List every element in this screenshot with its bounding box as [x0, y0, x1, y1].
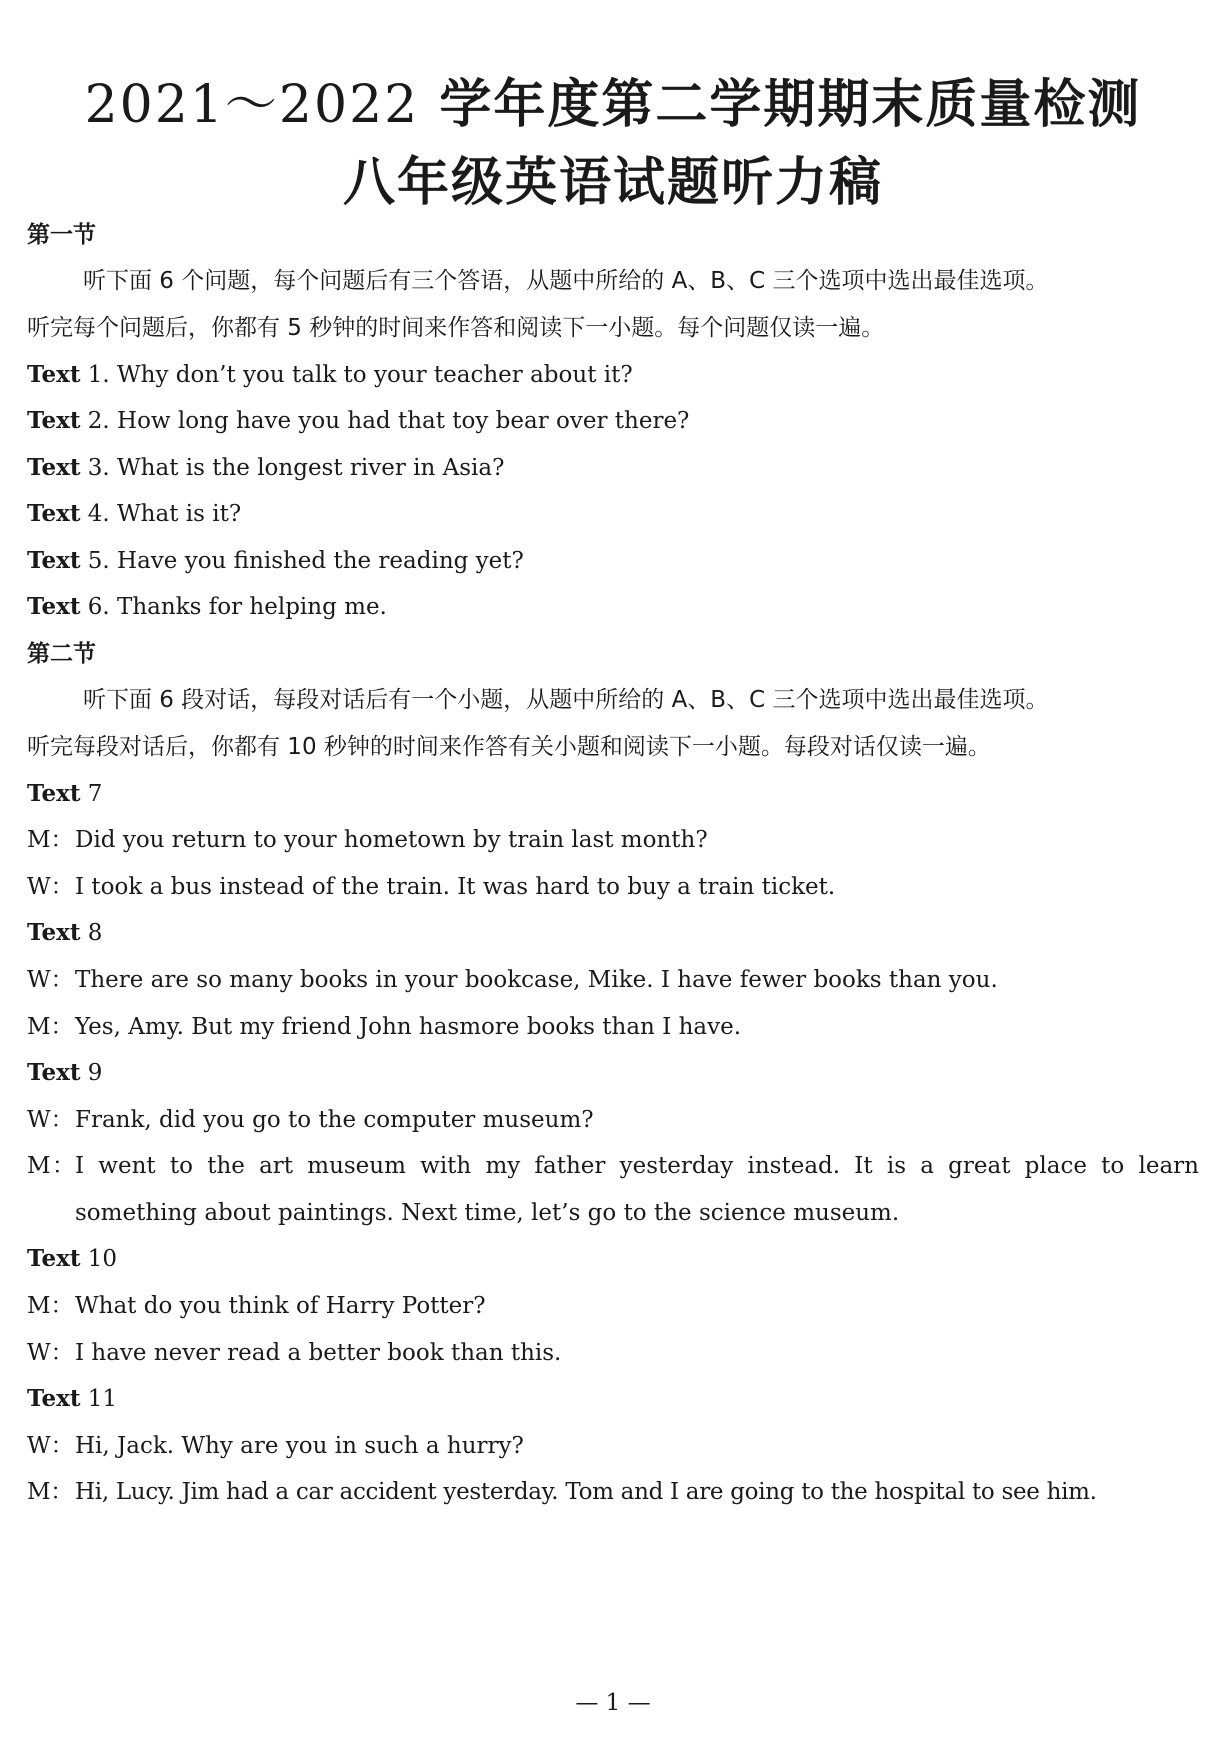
text-number: 5. [87, 548, 110, 574]
dialogue-text: I have never read a better book than this. [75, 1340, 562, 1366]
dialogue-heading-9 [27, 1058, 1199, 1088]
text-label: Text [27, 454, 81, 481]
dialogue-line [27, 825, 1199, 855]
text-item-1 [27, 360, 1199, 390]
text-number: 2. [87, 408, 110, 434]
text-label: Text [27, 407, 81, 434]
question-text: How long have you had that toy bear over there? [117, 408, 690, 434]
section1-instruction-2: 听完每个问题后，你都有 5 秒钟的时间来作答和阅读下一小题。每个问题仅读一遍。 [27, 315, 885, 341]
speaker-label: M： [27, 1014, 74, 1040]
dialogue-text: There are so many books in your bookcase, Mike. I have fewer books than you. [75, 967, 998, 993]
question-text: What is the longest river in Asia? [117, 455, 505, 481]
dialogue-text: What do you think of Harry Potter? [75, 1293, 486, 1319]
text-label: Text [27, 1245, 81, 1272]
speaker-label: M： [27, 1293, 74, 1319]
section2-heading: 第二节 [27, 641, 96, 667]
text-label: Text [27, 547, 81, 574]
text-number: 6. [87, 594, 110, 620]
text-item-6 [27, 592, 1199, 622]
question-text: Have you finished the reading yet? [117, 548, 524, 574]
dialogue-text: Yes, Amy. But my friend John hasmore books than I have. [75, 1014, 742, 1040]
dialogue-line-continuation: something about paintings. Next time, let’s go to the science museum. [75, 1200, 900, 1226]
question-text: Thanks for helping me. [117, 594, 387, 620]
text-item-5 [27, 546, 1199, 576]
dialogue-line [27, 965, 1199, 995]
page-number: — 1 — [575, 1690, 651, 1716]
text-number: 10 [87, 1246, 118, 1272]
title-exam-name: 学年度第二学期期末质量检测 [439, 75, 1142, 135]
speaker-label: M： [27, 1479, 73, 1505]
text-item-2 [27, 406, 1199, 436]
text-item-3 [27, 453, 1199, 483]
text-number: 4. [87, 501, 110, 527]
text-label: Text [27, 919, 81, 946]
speaker-label: W： [27, 967, 74, 993]
question-text: Why don’t you talk to your teacher about it? [117, 362, 633, 388]
dialogue-line [27, 1105, 1199, 1135]
speaker-label: W： [27, 1340, 74, 1366]
dialogue-heading-10 [27, 1244, 1199, 1274]
dialogue-text: Frank, did you go to the computer museum? [75, 1107, 594, 1133]
dialogue-text: I went to the art museum with my father yesterday instead. It is a great place to learn [75, 1153, 1199, 1179]
dialogue-heading-11 [27, 1384, 1199, 1414]
section1-heading: 第一节 [27, 222, 96, 248]
document-title-line2: 八年级英语试题听力稿 [342, 153, 883, 213]
text-item-4 [27, 499, 1199, 529]
dialogue-line [27, 1477, 1199, 1507]
document-title-line1 [0, 62, 1226, 137]
text-label: Text [27, 593, 81, 620]
dialogue-text: I took a bus instead of the train. It was hard to buy a train ticket. [75, 874, 836, 900]
text-label: Text [27, 1059, 81, 1086]
dialogue-line [27, 1338, 1199, 1368]
dialogue-line [27, 1012, 1199, 1042]
dialogue-line [27, 1151, 1199, 1181]
text-number: 1. [87, 362, 110, 388]
speaker-label: W： [27, 1107, 74, 1133]
text-number: 9 [87, 1060, 103, 1086]
dialogue-heading-8 [27, 918, 1199, 948]
speaker-label: W： [27, 1433, 74, 1459]
dialogue-line [27, 1431, 1199, 1461]
text-number: 7 [87, 781, 103, 807]
text-number: 3. [87, 455, 110, 481]
title-year-range: 2021～2022 [84, 75, 420, 135]
text-number: 8 [87, 920, 103, 946]
dialogue-text: Did you return to your hometown by train last month? [75, 827, 708, 853]
text-label: Text [27, 500, 81, 527]
dialogue-text: Hi, Jack. Why are you in such a hurry? [75, 1433, 524, 1459]
speaker-label: W： [27, 874, 74, 900]
section2-instruction-2: 听完每段对话后，你都有 10 秒钟的时间来作答有关小题和阅读下一小题。每段对话仅读一遍。 [27, 734, 991, 760]
section2-instruction-1: 听下面 6 段对话，每段对话后有一个小题，从题中所给的 A、B、C 三个选项中选出最佳选项。 [83, 687, 1049, 713]
dialogue-line [27, 1291, 1199, 1321]
speaker-label: M： [27, 827, 74, 853]
text-number: 11 [87, 1386, 118, 1412]
text-label: Text [27, 1385, 81, 1412]
dialogue-text: Hi, Lucy. Jim had a car accident yesterday. Tom and I are going to the hospital to see him. [75, 1479, 1097, 1505]
dialogue-heading-7 [27, 779, 1199, 809]
dialogue-line [27, 872, 1199, 902]
speaker-label: M： [27, 1153, 75, 1179]
text-label: Text [27, 361, 81, 388]
section1-instruction-1: 听下面 6 个问题，每个问题后有三个答语，从题中所给的 A、B、C 三个选项中选出最佳选项。 [83, 268, 1049, 294]
text-label: Text [27, 780, 81, 807]
question-text: What is it? [117, 501, 242, 527]
